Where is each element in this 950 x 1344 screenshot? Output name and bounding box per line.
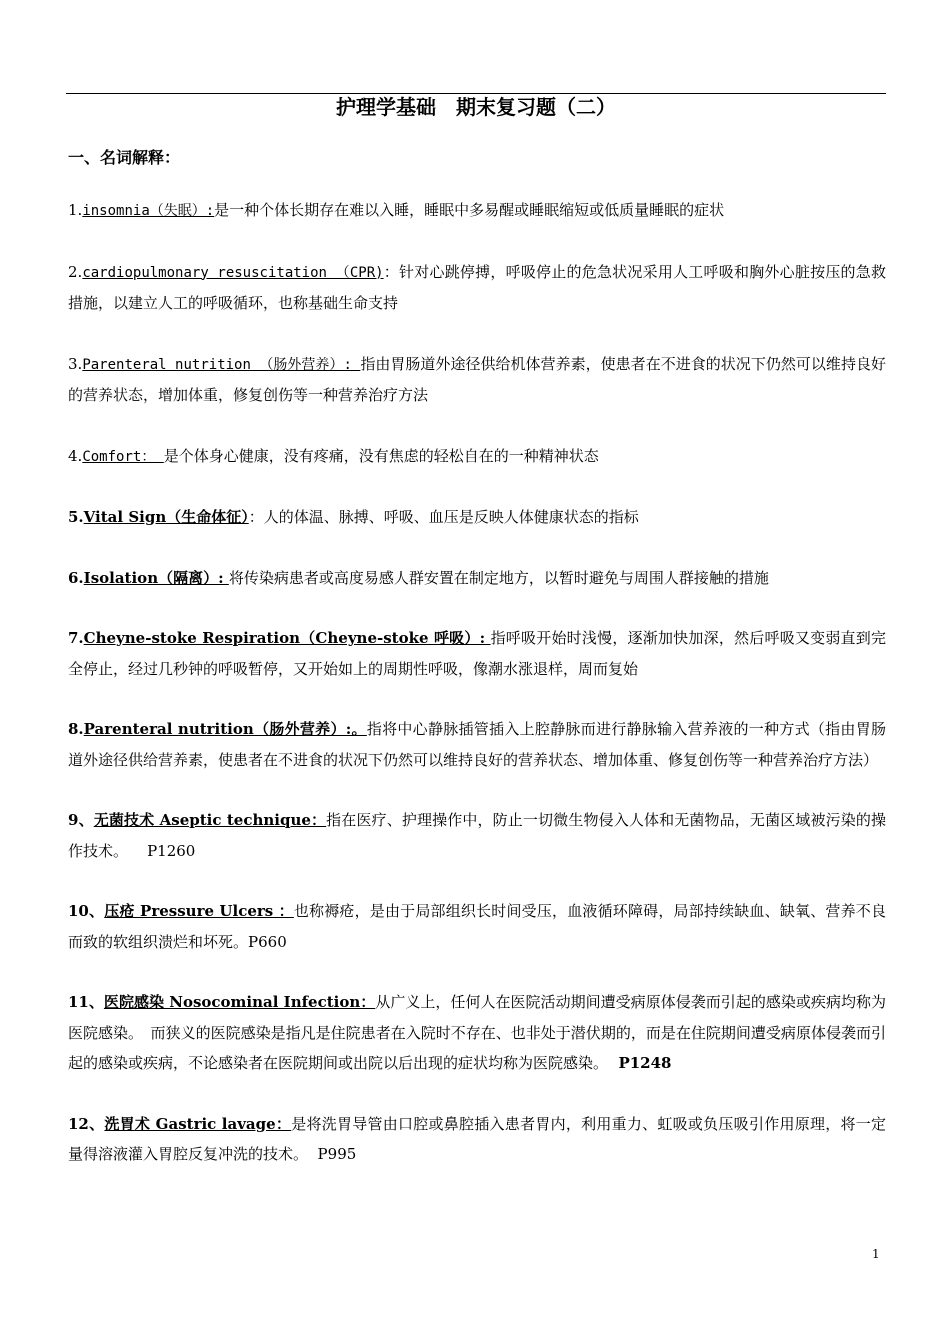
definition-entry <box>68 987 886 1079</box>
entry-term: insomnia（失眠）: <box>82 203 215 219</box>
entry-term: Comfort： <box>82 448 164 465</box>
entry-number: 10、 <box>68 902 105 920</box>
definition-entry <box>68 195 886 227</box>
entry-number: 8. <box>68 720 84 738</box>
entry-number: 11、 <box>68 993 104 1011</box>
page-reference: P1260 <box>128 841 196 860</box>
entry-number: 5. <box>68 508 84 526</box>
definition-entry <box>68 349 886 411</box>
entry-number: 2. <box>68 262 83 281</box>
entry-definition: 指在医疗、护理操作中，防止一切微生物侵入人体和无菌物品，无菌区域被污染的操作技术。 <box>68 811 887 860</box>
entry-number: 4. <box>68 446 83 465</box>
definition-entry <box>68 563 886 594</box>
entry-definition: 从广义上，任何人在医院活动期间遭受病原体侵袭而引起的感染或疾病均称为医院感染。 而狭义的医院感染是指凡是住院患者在入院时不存在、也非处于潜伏期的，而是在住院期间遭受病原体侵袭而引起的感染或疾病，不论感染者在医院期间或出院以后出现的症状均称为医院感染。 <box>68 993 887 1072</box>
definition-entry <box>68 502 886 533</box>
page-reference: P660 <box>248 932 287 951</box>
entry-term: Vital Sign（生命体征） <box>83 508 249 526</box>
page-number: 1 <box>872 1247 880 1261</box>
section-heading: 一、名词解释： <box>68 148 181 167</box>
entry-definition: 指由胃肠道外途径供给机体营养素，使患者在不进食的状况下仍然可以维持良好的营养状态，增加体重，修复创伤等一种营养治疗方法 <box>68 354 886 404</box>
entry-term: Parenteral nutrition （肠外营养）: <box>82 356 361 373</box>
entry-number: 1. <box>68 201 83 219</box>
entry-definition: 是一种个体长期存在难以入睡，睡眠中多易醒或睡眠缩短或低质量睡眠的症状 <box>214 201 725 219</box>
definition-entry <box>68 1109 886 1170</box>
entry-term: 洗胃术 Gastric lavage： <box>104 1114 292 1133</box>
entry-term: 医院感染 Nosocominal Infection： <box>103 993 376 1011</box>
definition-entry <box>68 623 886 684</box>
entry-definition: ：人的体温、脉搏、呼吸、血压是反映人体健康状态的指标 <box>248 508 639 526</box>
definition-entry <box>68 441 886 473</box>
definition-entry <box>68 257 886 319</box>
entry-definition: 指呼吸开始时浅慢，逐渐加快加深，然后呼吸又变弱直到完全停止，经过几秒钟的呼吸暂停，又开始如上的周期性呼吸，像潮水涨退样，周而复始 <box>68 629 886 678</box>
entry-definition: 是将洗胃导管由口腔或鼻腔插入患者胃内，利用重力、虹吸或负压吸引作用原理，将一定量得溶液灌入胃腔反复冲洗的技术。 <box>68 1114 887 1163</box>
entry-term: 无菌技术 Aseptic technique： <box>93 811 327 829</box>
entry-definition: 是个体身心健康，没有疼痛，没有焦虑的轻松自在的一种精神状态 <box>163 446 599 465</box>
definitions-list <box>68 195 886 1170</box>
entry-number: 6. <box>68 568 84 587</box>
entry-definition: ：针对心跳停搏，呼吸停止的危急状况采用人工呼吸和胸外心脏按压的急救措施，以建立人工的呼吸循环，也称基础生命支持 <box>68 262 887 312</box>
entry-term: Isolation（隔离）: <box>83 568 229 587</box>
entry-term: 压疮 Pressure Ulcers ： <box>104 902 294 920</box>
entry-number: 7. <box>68 629 84 647</box>
entry-term: cardiopulmonary resuscitation （CPR) <box>82 264 384 281</box>
entry-definition: 也称褥疮，是由于局部组织长时间受压，血液循环障碍，局部持续缺血、缺氧、营养不良而致的软组织溃烂和坏死。 <box>68 902 886 951</box>
entry-term: Parenteral nutrition（肠外营养）:。 <box>83 720 367 738</box>
page-reference: P995 <box>308 1145 357 1163</box>
entry-number: 12、 <box>68 1114 105 1133</box>
entry-number: 3. <box>68 354 83 373</box>
entry-term: Cheyne-stoke Respiration（Cheyne-stoke 呼吸）: <box>83 629 491 647</box>
entry-definition: 将传染病患者或高度易感人群安置在制定地方，以暂时避免与周围人群接触的措施 <box>228 568 769 587</box>
definition-entry <box>68 714 886 775</box>
page-reference: P1248 <box>608 1054 672 1072</box>
entry-number: 9、 <box>68 811 94 829</box>
entry-definition: 指将中心静脉插管插入上腔静脉而进行静脉输入营养液的一种方式（指由胃肠道外途径供给营养素，使患者在不进食的状况下仍然可以维持良好的营养状态、增加体重、修复创伤等一种营养治疗方法） <box>68 720 886 769</box>
definition-entry <box>68 805 886 866</box>
document-title: 护理学基础 期末复习题（二） <box>336 95 616 119</box>
definition-entry <box>68 896 886 957</box>
